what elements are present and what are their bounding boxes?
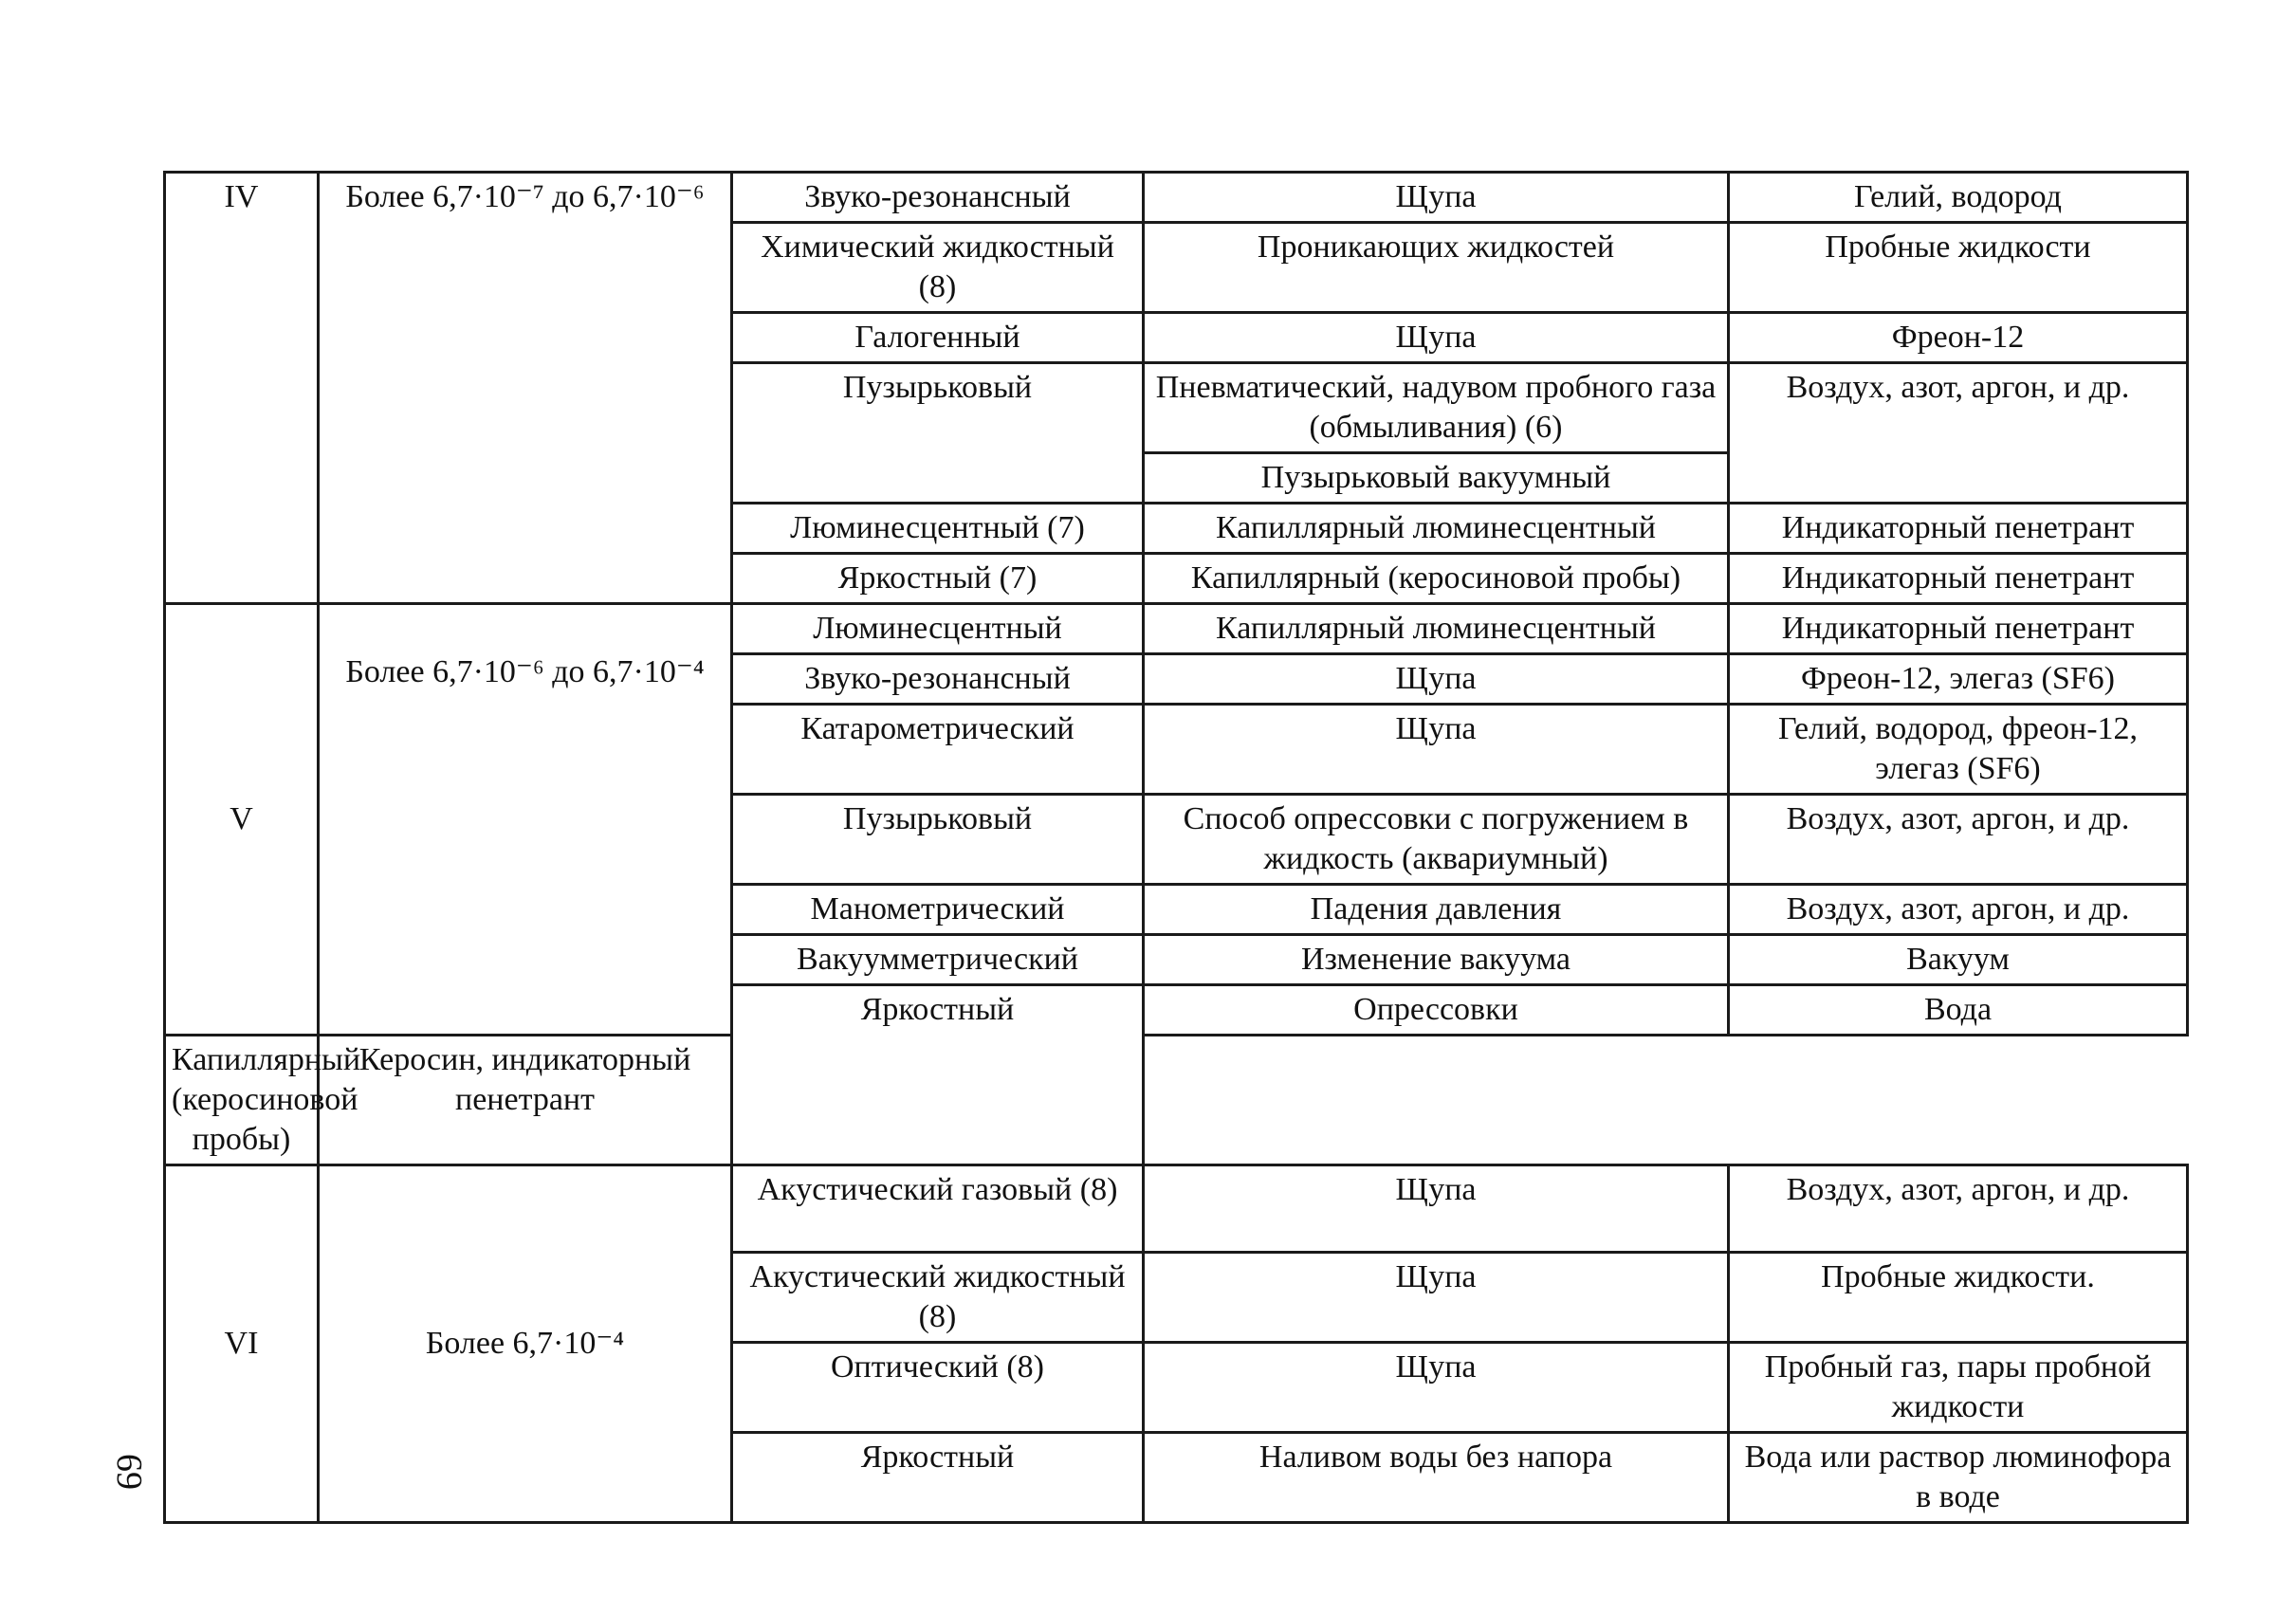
method-cell: Галогенный: [732, 313, 1144, 363]
method-cell: Звуко-резонансный: [732, 173, 1144, 223]
substance-cell: Фреон-12, элегаз (SF6): [1729, 654, 2188, 705]
method-cell: Оптический (8): [732, 1343, 1144, 1433]
range-cell: Более 6,7·10⁻⁶ до 6,7·10⁻⁴: [319, 604, 732, 1036]
type-cell: Наливом воды без напора: [1144, 1433, 1729, 1523]
method-cell: Манометрический: [732, 885, 1144, 935]
substance-cell: Индикаторный пенетрант: [1729, 504, 2188, 554]
substance-cell: Воздух, азот, аргон, и др.: [1729, 795, 2188, 885]
type-cell: Опрессовки: [1144, 985, 1729, 1036]
type-cell: Щупа: [1144, 654, 1729, 705]
type-cell: Капиллярный люминесцентный: [1144, 504, 1729, 554]
type-cell: Падения давления: [1144, 885, 1729, 935]
substance-cell: Вода: [1729, 985, 2188, 1036]
substance-cell: Воздух, азот, аргон, и др.: [1729, 885, 2188, 935]
table-row: [165, 1036, 2188, 1165]
type-cell: Проникающих жидкостей: [1144, 223, 1729, 313]
type-cell: Капиллярный (керосиновой пробы): [1144, 554, 1729, 604]
method-cell: Яркостный: [732, 1433, 1144, 1523]
range-cell: Более 6,7·10⁻⁴: [319, 1165, 732, 1523]
method-cell: Яркостный (7): [732, 554, 1144, 604]
type-cell: Капиллярный люминесцентный: [1144, 604, 1729, 654]
leak-test-methods-table: [163, 171, 2189, 1524]
table-row: [165, 173, 2188, 223]
type-cell: Щупа: [1144, 1165, 1729, 1253]
substance-cell: Вода или раствор люминофора в воде: [1729, 1433, 2188, 1523]
class-cell: IV: [165, 173, 319, 604]
method-cell: Пузырьковый: [732, 795, 1144, 885]
class-cell: VI: [165, 1165, 319, 1523]
substance-cell: Индикаторный пенетрант: [1729, 604, 2188, 654]
substance-cell: Фреон-12: [1729, 313, 2188, 363]
method-cell: Катарометрический: [732, 705, 1144, 795]
class-cell: V: [165, 604, 319, 1036]
method-cell: Вакуумметрический: [732, 935, 1144, 985]
substance-cell: Керосин, индикаторный пенетрант: [319, 1036, 732, 1165]
method-cell: Химический жидкостный (8): [732, 223, 1144, 313]
method-cell: Акустический газовый (8): [732, 1165, 1144, 1253]
substance-cell: Воздух, азот, аргон, и др.: [1729, 363, 2188, 504]
type-cell: Пневматический, надувом пробного газа (обмыливания) (6): [1144, 363, 1729, 453]
type-cell: Изменение вакуума: [1144, 935, 1729, 985]
table-row: [165, 1165, 2188, 1253]
type-cell: Капиллярный (керосиновой пробы): [165, 1036, 319, 1165]
substance-cell: Пробный газ, пары пробной жидкости: [1729, 1343, 2188, 1433]
page-number: 69: [109, 1454, 149, 1490]
substance-cell: Пробные жидкости: [1729, 223, 2188, 313]
substance-cell: Вакуум: [1729, 935, 2188, 985]
type-cell: Пузырьковый вакуумный: [1144, 453, 1729, 504]
substance-cell: Гелий, водород: [1729, 173, 2188, 223]
type-cell: Щупа: [1144, 313, 1729, 363]
method-cell: Яркостный: [732, 985, 1144, 1165]
method-cell: Люминесцентный: [732, 604, 1144, 654]
substance-cell: Воздух, азот, аргон, и др.: [1729, 1165, 2188, 1253]
type-cell: Способ опрессовки с погружением в жидкость (аквариумный): [1144, 795, 1729, 885]
method-cell: Звуко-резонансный: [732, 654, 1144, 705]
method-cell: Акустический жидкостный (8): [732, 1253, 1144, 1343]
method-cell: Люминесцентный (7): [732, 504, 1144, 554]
type-cell: Щупа: [1144, 1343, 1729, 1433]
substance-cell: Гелий, водород, фреон-12, элегаз (SF6): [1729, 705, 2188, 795]
type-cell: Щупа: [1144, 705, 1729, 795]
type-cell: Щупа: [1144, 173, 1729, 223]
type-cell: Щупа: [1144, 1253, 1729, 1343]
table-row: [165, 604, 2188, 654]
method-cell: Пузырьковый: [732, 363, 1144, 504]
substance-cell: Индикаторный пенетрант: [1729, 554, 2188, 604]
range-cell: Более 6,7·10⁻⁷ до 6,7·10⁻⁶: [319, 173, 732, 604]
substance-cell: Пробные жидкости.: [1729, 1253, 2188, 1343]
